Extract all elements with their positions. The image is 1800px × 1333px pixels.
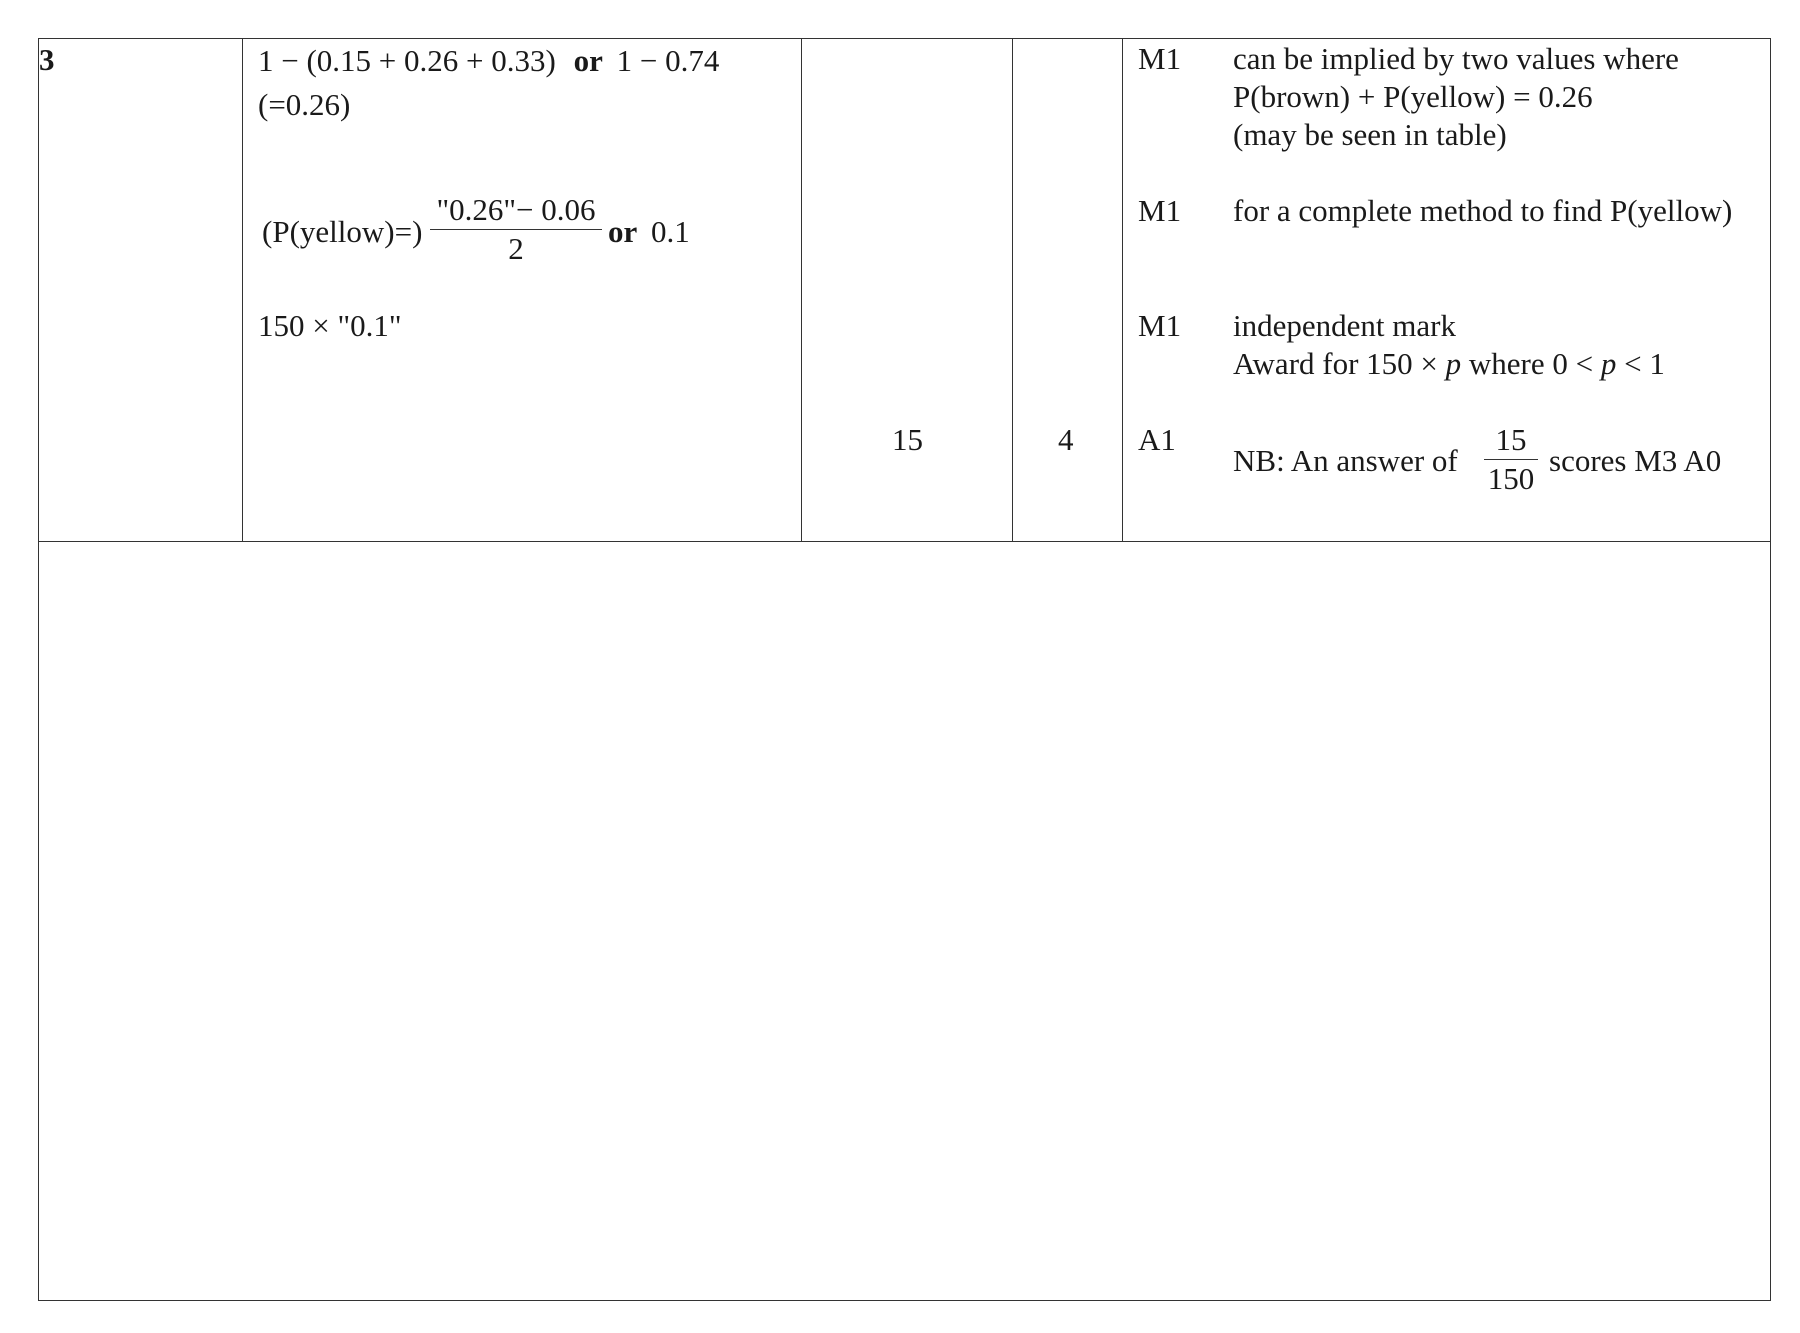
fraction-denominator: 150 (1487, 461, 1535, 496)
working-expression: 1 − (0.15 + 0.26 + 0.33) (258, 43, 556, 78)
or-keyword: or (608, 214, 638, 249)
nb-note-suffix: scores M3 A0 (1549, 443, 1722, 478)
guidance-note: P(brown) + P(yellow) = 0.26 (1233, 79, 1593, 114)
working-line-3-alt (608, 213, 690, 251)
mark-code: A1 (1138, 422, 1176, 457)
variable-p: p (1445, 346, 1462, 381)
award-text: where 0 < (1461, 346, 1601, 381)
p-yellow-label: (P(yellow)=) (262, 214, 423, 249)
working-alternative: 1 − 0.74 (616, 43, 720, 78)
award-text: Award for 150 × (1233, 346, 1446, 381)
nb-fraction (1484, 421, 1538, 498)
mark-code: M1 (1138, 193, 1182, 228)
mark-code: M1 (1138, 308, 1182, 343)
or-keyword: or (573, 43, 603, 78)
mark-code: M1 (1138, 41, 1182, 76)
guidance-note: for a complete method to find P(yellow) (1233, 193, 1733, 228)
p-yellow-fraction (430, 191, 602, 268)
column-divider (1122, 38, 1123, 542)
variable-p: p (1600, 346, 1617, 381)
guidance-note-award (1233, 345, 1665, 383)
fraction-numerator: 15 (1484, 421, 1538, 460)
mark-total: 4 (1058, 422, 1074, 457)
column-divider (242, 38, 243, 542)
working-alternative: 0.1 (651, 214, 690, 249)
column-divider (801, 38, 802, 542)
working-line-4: 150 × "0.1" (258, 308, 402, 343)
answer-value: 15 (892, 422, 923, 457)
guidance-note: (may be seen in table) (1233, 117, 1507, 152)
nb-note-prefix: NB: An answer of (1233, 443, 1458, 478)
working-line-1 (258, 42, 719, 80)
question-number: 3 (39, 42, 55, 77)
guidance-note: independent mark (1233, 308, 1456, 343)
fraction-denominator: 2 (508, 231, 524, 266)
row-divider (38, 541, 1771, 542)
working-line-2: (=0.26) (258, 87, 351, 122)
guidance-note: can be implied by two values where (1233, 41, 1679, 76)
award-text: < 1 (1616, 346, 1665, 381)
column-divider (1012, 38, 1013, 542)
fraction-numerator: "0.26"− 0.06 (430, 191, 602, 230)
